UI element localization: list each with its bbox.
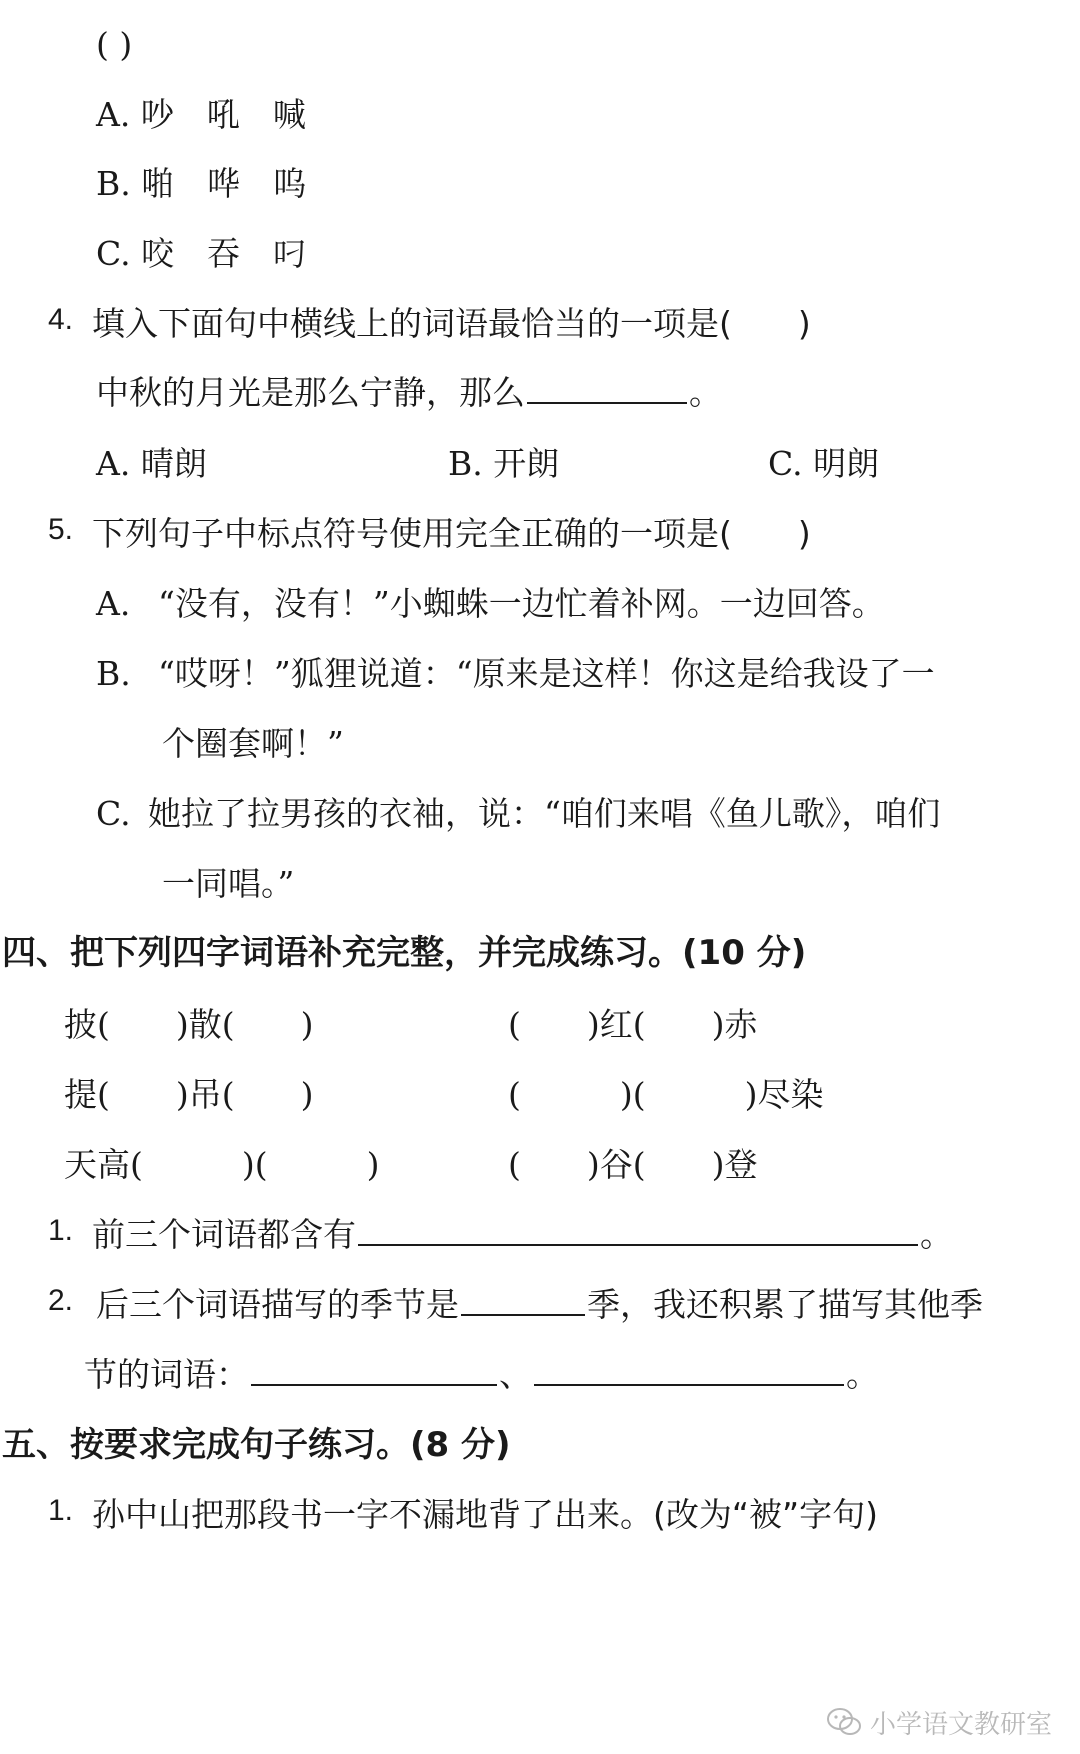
question-stem: 填入下面句中横线上的词语最恰当的一项是( ) (92, 304, 811, 343)
question-number: 1. (48, 1494, 74, 1527)
section-title: 五、按要求完成句子练习。(8 分) (2, 1425, 511, 1465)
section-title: 四、把下列四字词语补充完整，并完成练习。(10 分) (2, 933, 807, 973)
idiom-blank[interactable]: ( )( )尽染 (508, 1075, 824, 1114)
option-c: C. 明朗 (768, 444, 880, 483)
question-stem: 下列句子中标点符号使用完全正确的一项是( ) (92, 514, 811, 553)
option-c-text-cont: 一同唱。” (162, 864, 295, 903)
option-b-text: “哎呀！”狐狸说道：“原来是这样！你这是给我设了一 (158, 654, 935, 693)
option-a-text: “没有，没有！”小蜘蛛一边忙着补网。一边回答。 (158, 584, 885, 623)
watermark-text: 小学语文教研室 (870, 1709, 1053, 1740)
option-c: C. 咬 吞 叼 (96, 234, 307, 273)
option-b: B. 开朗 (448, 444, 560, 483)
question-text: 后三个词语描写的季节是 季，我还积累了描写其他季 (96, 1285, 983, 1324)
fill-blank[interactable] (461, 1313, 585, 1316)
question-number: 5. (48, 513, 74, 546)
question-text-cont: 节的词语： 、 。 (84, 1355, 879, 1394)
idiom-blank[interactable]: ( )谷( )登 (508, 1145, 758, 1184)
option-a: A. 吵 吼 喊 (96, 95, 306, 134)
option-letter-b: B. (96, 654, 131, 693)
option-letter-a: A. (96, 584, 131, 623)
watermark (820, 1700, 1058, 1744)
question-text: 孙中山把那段书一字不漏地背了出来。(改为“被”字句) (92, 1495, 878, 1534)
question-sentence: 中秋的月光是那么宁静，那么 。 (96, 373, 722, 412)
question-text: 前三个词语都含有 。 (92, 1215, 953, 1254)
fill-blank[interactable] (534, 1383, 844, 1386)
wechat-icon (826, 1707, 862, 1737)
fill-blank[interactable] (358, 1243, 918, 1246)
fill-blank[interactable] (251, 1383, 497, 1386)
question-number: 2. (48, 1284, 74, 1317)
fill-blank[interactable] (527, 401, 687, 404)
answer-paren: ( ) (96, 25, 133, 64)
question-number: 1. (48, 1214, 74, 1247)
option-b: B. 啪 哗 呜 (96, 164, 307, 203)
option-a: A. 晴朗 (96, 444, 207, 483)
option-b-text-cont: 个圈套啊！” (162, 724, 344, 763)
idiom-blank[interactable]: 提( )吊( ) (64, 1075, 314, 1114)
question-number: 4. (48, 303, 74, 336)
idiom-blank[interactable]: ( )红( )赤 (508, 1005, 758, 1044)
option-c-text: 她拉了拉男孩的衣袖，说：“咱们来唱《鱼儿歌》，咱们 (148, 794, 941, 833)
option-letter-c: C. (96, 794, 131, 833)
idiom-blank[interactable]: 天高( )( ) (64, 1145, 380, 1184)
idiom-blank[interactable]: 披( )散( ) (64, 1005, 314, 1044)
